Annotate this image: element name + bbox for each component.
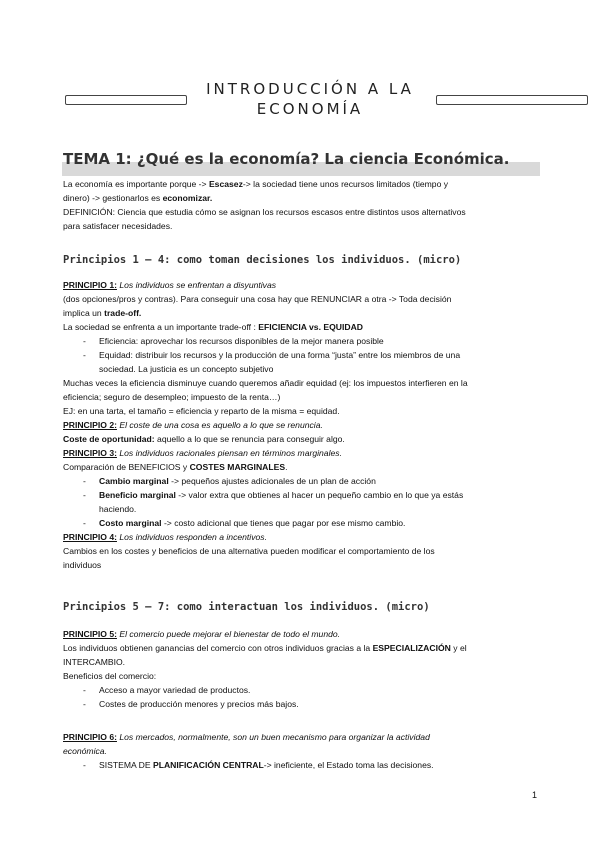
list-item: - Costes de producción menores y precios más bajos. (63, 697, 533, 711)
page-number: 1 (532, 790, 538, 800)
principle-6: PRINCIPIO 6: Los mercados, normalmente, son un buen mecanismo para organizar la actividad económica. - SISTEMA DE PLANIFICACIÓN CENTRAL-> ineficiente, el Estado toma las decisiones. (63, 730, 533, 772)
principles-5-7-body: PRINCIPIO 5: El comercio puede mejorar el bienestar de todo el mundo. Los individuos obtienen ganancias del comercio con otros individuos gracias a la ESPECIALIZACIÓN y el INTERCAMBIO. Beneficios del comercio: - Acceso a mayor variedad de productos. - Costes de producción menores y precios más bajos. (63, 627, 533, 711)
list-item: - SISTEMA DE PLANIFICACIÓN CENTRAL-> ineficiente, el Estado toma las decisiones. (63, 758, 533, 772)
header-rule-left (65, 95, 187, 105)
list-item: - Beneficio marginal -> valor extra que obtienes al hacer un pequeño cambio en lo que ya estás (63, 488, 533, 502)
principle-5: PRINCIPIO 5: El comercio puede mejorar el bienestar de todo el mundo. (63, 629, 341, 639)
principle-3: PRINCIPIO 3: Los individuos racionales piensan en términos marginales. (63, 448, 342, 458)
section-heading-principles-5-7: Principios 5 – 7: como interactuan los individuos. (micro) (63, 601, 430, 613)
list-item: - Cambio marginal -> pequeños ajustes adicionales de un plan de acción (63, 474, 533, 488)
principle-4: PRINCIPIO 4: Los individuos responden a incentivos. (63, 532, 267, 542)
list-item: - Eficiencia: aprovechar los recursos disponibles de la mejor manera posible (63, 334, 533, 348)
section-heading-principles-1-4: Principios 1 – 4: como toman decisiones los individuos. (micro) (63, 254, 462, 266)
principles-1-4-body: PRINCIPIO 1: Los individuos se enfrentan a disyuntivas (dos opciones/pros y contras). Para conseguir una cosa hay que RENUNCIAR a otra -> Toda decisión implica un trade-off. La sociedad se enfrenta a un importante trade-off : EFICIENCIA vs. EQUIDAD - Eficiencia: aprovechar los recursos disponibles de la mejor manera posible - Equidad: distribuir los recursos y la producción de una forma “justa” entre los miembros de una sociedad. La justicia es un concepto subjetivo Muchas veces la eficiencia disminuye cuando queremos añadir equidad (ej: los impuestos interfieren en la eficiencia; seguro de desempleo; impuesto de la renta…) EJ: en una tarta, el tamaño = eficiencia y reparto de la misma = equidad. PRINCIPIO 2: El coste de una cosa es aquello a lo que se renuncia. Coste de oportunidad: aquello a lo que se renuncia para conseguir algo. PRINCIPIO 3: Los individuos racionales piensan en términos marginales. Comparación de BENEFICIOS y COSTES MARGINALES. - Cambio marginal -> pequeños ajustes adicionales de un plan de acción - Beneficio marginal -> valor extra que obtienes al hacer un pequeño cambio en lo que ya estás haciendo. - Costo marginal -> costo adicional que tienes que pagar por ese mismo cambio. PRINCIPIO 4: Los individuos responden a incentivos. Cambios en los costes y beneficios de una alternativa pueden modificar el comportamiento de los individuos (63, 278, 533, 572)
list-item: - Equidad: distribuir los recursos y la producción de una forma “justa” entre los miembros de una (63, 348, 533, 362)
list-item: - Costo marginal -> costo adicional que tienes que pagar por ese mismo cambio. (63, 516, 533, 530)
document-title: INTRODUCCIÓN A LA ECONOMÍA (206, 80, 414, 118)
principle-1: PRINCIPIO 1: Los individuos se enfrentan a disyuntivas (63, 280, 277, 290)
list-item: - Acceso a mayor variedad de productos. (63, 683, 533, 697)
principle-2: PRINCIPIO 2: El coste de una cosa es aquello a lo que se renuncia. (63, 420, 323, 430)
header-rule-right (436, 95, 588, 105)
topic-heading: TEMA 1: ¿Qué es la economía? La ciencia Económica. (63, 150, 510, 168)
intro-paragraph: La economía es importante porque -> Escasez-> la sociedad tiene unos recursos limitados (tiempo y dinero) -> gestionarlos es economizar. DEFINICIÓN: Ciencia que estudia cómo se asignan los recursos escasos entre distintos usos alternativos para satisfacer necesidades. (63, 179, 466, 231)
